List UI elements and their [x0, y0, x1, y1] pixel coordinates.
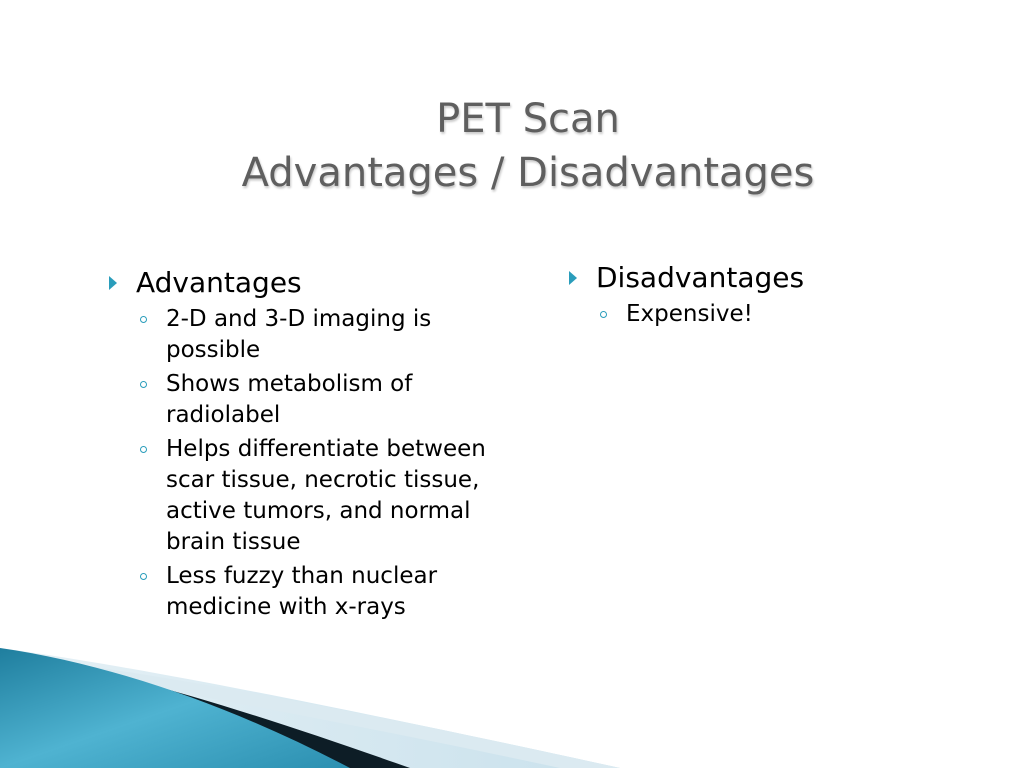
circle-bullet-icon — [140, 573, 147, 580]
list-item — [138, 369, 508, 431]
circle-bullet-icon — [140, 381, 147, 388]
slide-title — [0, 92, 1024, 200]
circle-bullet-icon — [600, 311, 607, 318]
advantages-heading — [108, 262, 508, 304]
triangle-bullet-icon — [109, 276, 117, 290]
triangle-bullet-icon — [569, 271, 577, 285]
circle-bullet-icon — [140, 316, 147, 323]
list-item-text: Helps differentiate between scar tissue, necrotic tissue, active tumors, and normal brain tissue — [166, 436, 486, 555]
title-line-1: PET Scan — [436, 96, 620, 142]
advantages-heading-text: Advantages — [136, 266, 302, 299]
disadvantages-heading — [568, 257, 928, 299]
list-item-text: 2-D and 3-D imaging is possible — [166, 306, 432, 363]
title-line-2: Advantages / Disadvantages — [241, 150, 815, 196]
disadvantages-column — [568, 257, 928, 333]
circle-bullet-icon — [140, 446, 147, 453]
list-item — [138, 434, 508, 558]
disadvantages-list — [568, 299, 928, 330]
advantages-column — [108, 262, 508, 626]
advantages-list — [108, 304, 508, 623]
wave-blue-band — [0, 648, 350, 768]
wave-light-band — [0, 648, 620, 768]
list-item — [138, 304, 508, 366]
wave-sheen — [60, 662, 620, 768]
disadvantages-heading-text: Disadvantages — [596, 261, 805, 294]
list-item — [598, 299, 928, 330]
list-item-text: Less fuzzy than nuclear medicine with x-rays — [166, 563, 438, 620]
list-item-text: Shows metabolism of radiolabel — [166, 371, 413, 428]
list-item — [138, 561, 508, 623]
wave-dark-band — [0, 652, 410, 768]
list-item-text: Expensive! — [626, 301, 753, 327]
